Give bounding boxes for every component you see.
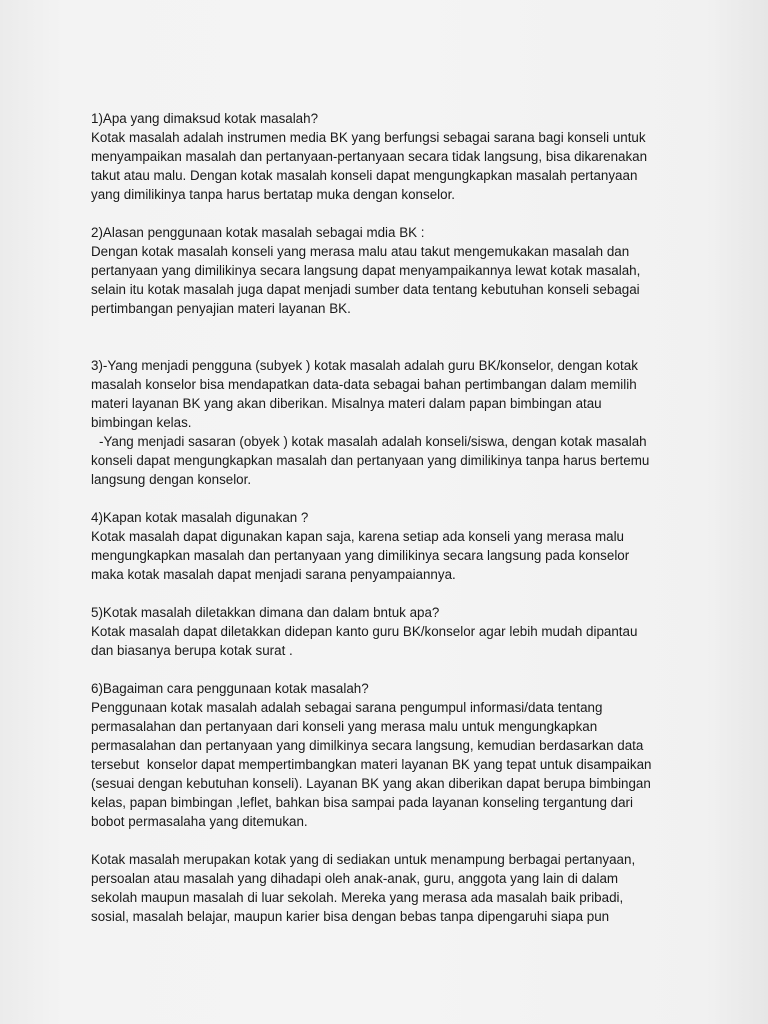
question-heading: 2)Alasan penggunaan kotak masalah sebagai mdia BK : [91, 225, 425, 240]
paragraph-line: Kotak masalah dapat digunakan kapan saja, karena setiap ada konseli yang merasa malu [91, 529, 624, 544]
section-3-users-and-targets [91, 356, 711, 489]
paragraph-line: Penggunaan kotak masalah adalah sebagai sarana pengumpul informasi/data tentang [91, 700, 603, 715]
paragraph-line: -Yang menjadi sasaran (obyek ) kotak masalah adalah konseli/siswa, dengan kotak masalah [99, 434, 647, 449]
paragraph-line: (sesuai dengan kebutuhan konseli). Layanan BK yang akan diberikan dapat berupa bimbingan [91, 776, 651, 791]
paragraph-line: bimbingan kelas. [91, 415, 192, 430]
paragraph-line: permasalahan dan pertanyaan yang dimilkinya secara langsung, kemudian berdasarkan data [91, 738, 644, 753]
document-body [91, 109, 711, 926]
paragraph-line: materi layanan BK yang akan diberikan. Misalnya materi dalam papan bimbingan atau [91, 396, 602, 411]
paragraph-line: Kotak masalah adalah instrumen media BK yang berfungsi sebagai sarana bagi konseli untuk [91, 130, 646, 145]
question-heading: 5)Kotak masalah diletakkan dimana dan dalam bntuk apa? [91, 605, 440, 620]
paragraph-line: permasalahan dan pertanyaan dari konseli yang merasa malu untuk mengungkapkan [91, 719, 598, 734]
paragraph-line: Kotak masalah merupakan kotak yang di sediakan untuk menampung berbagai pertanyaan, [91, 852, 636, 867]
paragraph-line: kelas, papan bimbingan ,leflet, bahkan bisa sampai pada layanan konseling tergantung dari [91, 795, 633, 810]
question-heading: 4)Kapan kotak masalah digunakan ? [91, 510, 309, 525]
section-2-reasons [91, 223, 711, 318]
paragraph-line: konseli dapat mengungkapkan masalah dan pertanyaan yang dimilikinya tanpa harus bertemu [91, 453, 650, 468]
paragraph-line: sekolah maupun masalah di luar sekolah. Mereka yang merasa ada masalah baik pribadi, [91, 890, 624, 905]
paragraph-line: mengungkapkan masalah dan pertanyaan yang dimilikinya secara langsung pada konselor [91, 548, 630, 563]
paragraph-line: pertanyaan yang dimilikinya secara langsung dapat menyampaikannya lewat kotak masalah, [91, 263, 641, 278]
question-heading: 3)-Yang menjadi pengguna (subyek ) kotak masalah adalah guru BK/konselor, dengan kotak [91, 358, 638, 373]
paragraph-spacer [91, 204, 711, 223]
paragraph-line: bobot permasalaha yang ditemukan. [91, 814, 308, 829]
paragraph-spacer [91, 489, 711, 508]
paragraph-line: pertimbangan penyajian materi layanan BK. [91, 301, 351, 316]
paragraph-line: Dengan kotak masalah konseli yang merasa malu atau takut mengemukakan masalah dan [91, 244, 630, 259]
section-1-kotak-masalah-definition [91, 109, 711, 204]
paragraph-line: langsung dengan konselor. [91, 472, 252, 487]
paragraph-spacer [91, 318, 711, 356]
paragraph-line: maka kotak masalah dapat menjadi sarana penyampaiannya. [91, 567, 456, 582]
section-7-closing-paragraph [91, 850, 711, 926]
paragraph-line: dan biasanya berupa kotak surat . [91, 643, 293, 658]
paragraph-line: Kotak masalah dapat diletakkan didepan kanto guru BK/konselor agar lebih mudah dipantau [91, 624, 638, 639]
paragraph-line: masalah konselor bisa mendapatkan data-data sebagai bahan pertimbangan dalam memilih [91, 377, 637, 392]
paragraph-line: sosial, masalah belajar, maupun karier bisa dengan bebas tanpa dipengaruhi siapa pun [91, 909, 610, 924]
paragraph-spacer [91, 584, 711, 603]
paragraph-line: persoalan atau masalah yang dihadapi oleh anak-anak, guru, anggota yang lain di dalam [91, 871, 619, 886]
paragraph-line: takut atau malu. Dengan kotak masalah konseli dapat mengungkapkan masalah pertanyaan [91, 168, 638, 183]
section-4-when-used [91, 508, 711, 584]
question-heading: 6)Bagaiman cara penggunaan kotak masalah? [91, 681, 369, 696]
paragraph-line: selain itu kotak masalah juga dapat menjadi sumber data tentang kebutuhan konseli sebagai [91, 282, 640, 297]
paragraph-line: menyampaikan masalah dan pertanyaan-pertanyaan secara tidak langsung, bisa dikarenakan [91, 149, 648, 164]
paragraph-spacer [91, 660, 711, 679]
paragraph-line: tersebut konselor dapat mempertimbangkan materi layanan BK yang tepat untuk disampaikan [91, 757, 652, 772]
section-5-placement [91, 603, 711, 660]
paragraph-spacer [91, 831, 711, 850]
section-6-how-used [91, 679, 711, 831]
paragraph-line: yang dimilikinya tanpa harus bertatap muka dengan konselor. [91, 187, 456, 202]
question-heading: 1)Apa yang dimaksud kotak masalah? [91, 111, 319, 126]
